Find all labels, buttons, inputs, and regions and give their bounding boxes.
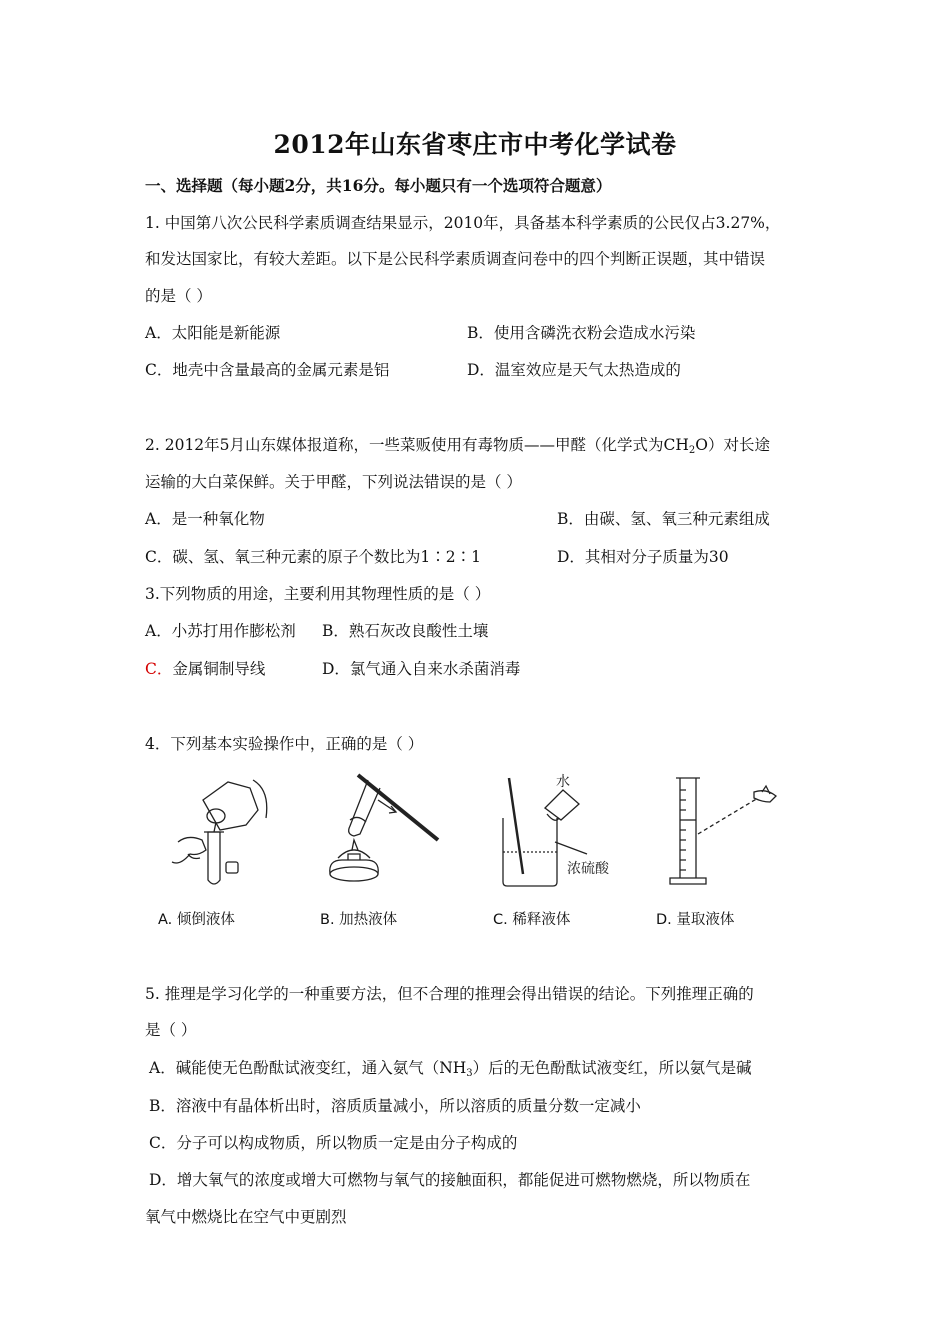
q5-option-d-line-1: D．增大氧气的浓度或增大可燃物与氧气的接触面积，都能促进可燃物燃烧，所以物质在 bbox=[149, 1171, 751, 1189]
label-water: 水 bbox=[556, 774, 570, 790]
q4-figures bbox=[148, 770, 808, 930]
q2-option-b: B．由碳、氢、氧三种元素组成 bbox=[557, 510, 770, 528]
q1-option-a: A．太阳能是新能源 bbox=[145, 324, 281, 342]
label-concentrated-sulfuric-acid: 浓硫酸 bbox=[567, 861, 609, 877]
q3-stem: 3.下列物质的用途，主要利用其物理性质的是（ ） bbox=[145, 585, 491, 603]
page-title: 2012年山东省枣庄市中考化学试卷 bbox=[273, 130, 677, 159]
q1-stem-line-3: 的是（ ） bbox=[145, 287, 212, 305]
q3-option-d: D．氯气通入自来水杀菌消毒 bbox=[322, 660, 521, 678]
q2-stem-line-1: 2. 2012年5月山东媒体报道称，一些菜贩使用有毒物质——甲醛（化学式为$CH_2O$）对长途 bbox=[145, 436, 770, 456]
q4-stem: 4．下列基本实验操作中，正确的是（ ） bbox=[145, 735, 424, 753]
q5-option-d-line-2: 氧气中燃烧比在空气中更剧烈 bbox=[145, 1208, 347, 1226]
figure-pouring-liquid bbox=[158, 770, 278, 895]
q5-stem-line-2: 是（ ） bbox=[145, 1021, 197, 1039]
q1-stem-line-1: 1. 中国第八次公民科学素质调查结果显示，2010年，具备基本科学素质的公民仅占3.27%， bbox=[145, 214, 781, 232]
q2-option-c: C．碳、氢、氧三种元素的原子个数比为1∶2∶1 bbox=[145, 548, 481, 566]
q3-option-b: B．熟石灰改良酸性土壤 bbox=[322, 622, 489, 640]
q5-option-a: A．碱能使无色酚酞试液变红，通入氨气$(NH_3)$后的无色酚酞试液变红，所以氨气是碱 bbox=[149, 1059, 752, 1079]
q1-stem-line-2: 和发达国家比，有较大差距。以下是公民科学素质调查问卷中的四个判断正误题，其中错误 bbox=[145, 250, 766, 268]
figure-diluting-acid bbox=[483, 770, 623, 895]
q3-option-a: A．小苏打用作膨松剂 bbox=[145, 622, 296, 640]
q5-option-c: C．分子可以构成物质，所以物质一定是由分子构成的 bbox=[149, 1134, 518, 1152]
q3-option-c: C．金属铜制导线 bbox=[145, 660, 266, 678]
figure-measuring-liquid bbox=[658, 770, 808, 895]
figure-caption-b: B. 加热液体 bbox=[320, 912, 398, 928]
figure-caption-c: C. 稀释液体 bbox=[493, 912, 571, 928]
q2-option-d: D．其相对分子质量为30 bbox=[557, 548, 729, 566]
section-heading: 一、选择题（每小题2分，共16分。每小题只有一个选项符合题意） bbox=[145, 176, 612, 195]
q1-option-c: C．地壳中含量最高的金属元素是铝 bbox=[145, 361, 390, 379]
q5-stem-line-1: 5. 推理是学习化学的一种重要方法，但不合理的推理会得出错误的结论。下列推理正确的 bbox=[145, 985, 754, 1003]
q1-option-b: B．使用含磷洗衣粉会造成水污染 bbox=[467, 324, 696, 342]
q2-option-a: A．是一种氧化物 bbox=[145, 510, 265, 528]
q1-option-d: D．温室效应是天气太热造成的 bbox=[467, 361, 681, 379]
figure-heating-liquid bbox=[308, 770, 448, 895]
q2-stem-line-2: 运输的大白菜保鲜。关于甲醛，下列说法错误的是（ ） bbox=[145, 473, 522, 491]
figure-caption-a: A. 倾倒液体 bbox=[158, 912, 235, 928]
q5-option-b: B．溶液中有晶体析出时，溶质质量减小，所以溶质的质量分数一定减小 bbox=[149, 1097, 641, 1115]
q3-answer-letter: C． bbox=[145, 660, 173, 678]
figure-caption-d: D. 量取液体 bbox=[656, 912, 735, 928]
